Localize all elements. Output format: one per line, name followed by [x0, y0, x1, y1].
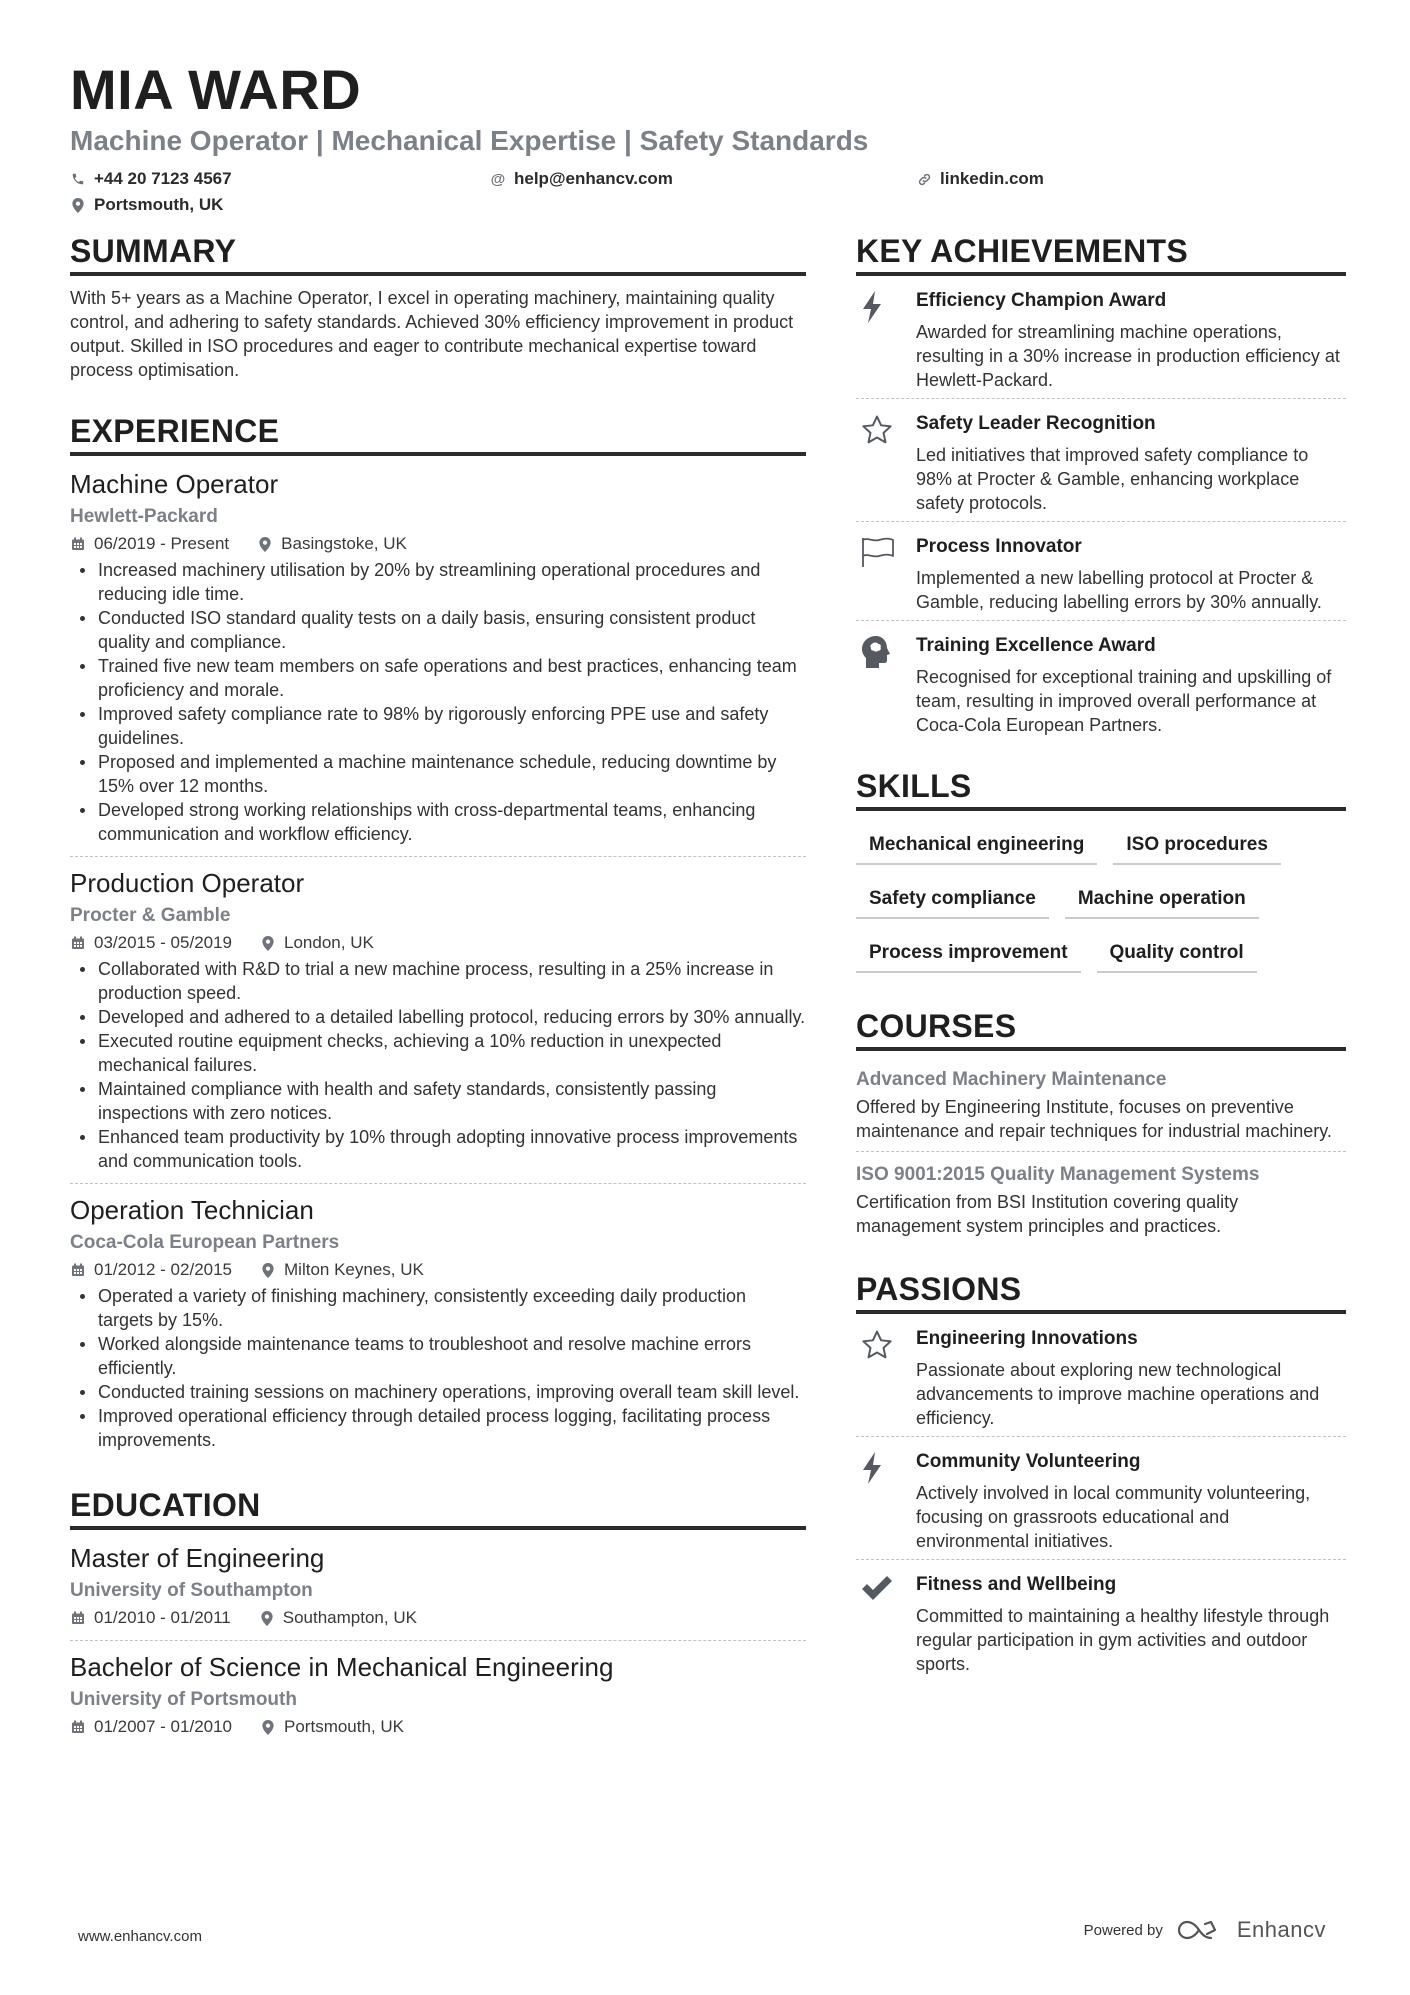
location-pin-icon	[260, 936, 276, 951]
achievement-description: Awarded for streamlining machine operations, resulting in a 30% increase in production efficiency at Hewlett-Packard.	[916, 322, 1340, 390]
achievement-body	[916, 534, 1346, 614]
skill-tag: ISO procedures	[1113, 827, 1281, 865]
courses-section	[856, 1007, 1346, 1246]
passion-body	[916, 1572, 1346, 1676]
passion-description: Actively involved in local community volunteering, focusing on grassroots educational and environmental initiatives.	[916, 1483, 1311, 1551]
passion-body	[916, 1449, 1346, 1553]
section-title: KEY ACHIEVEMENTS	[856, 232, 1346, 276]
achievement-title: Safety Leader Recognition	[916, 413, 1156, 434]
powered-by	[1084, 1917, 1326, 1943]
location	[260, 1258, 424, 1282]
enhancv-logo-icon	[1177, 1918, 1223, 1942]
job-bullet: Increased machinery utilisation by 20% by streamlining operational procedures and reducing idle time.	[70, 558, 806, 606]
contact-location	[70, 192, 223, 218]
calendar-icon	[70, 1611, 86, 1625]
passion	[856, 1314, 1346, 1436]
linkedin-text[interactable]: linkedin.com	[940, 169, 1044, 188]
section-title: SKILLS	[856, 767, 1346, 811]
date-range	[70, 1258, 232, 1282]
resume-header	[70, 58, 1346, 218]
section-title: EXPERIENCE	[70, 412, 806, 456]
flag-icon	[856, 534, 916, 614]
brand-name: Enhancv	[1236, 1917, 1326, 1942]
course-description: Offered by Engineering Institute, focuses on preventive maintenance and repair techniques for industrial machinery.	[856, 1097, 1332, 1141]
left-column	[70, 232, 806, 1773]
meta-row	[70, 532, 806, 556]
location-pin-icon	[260, 1720, 276, 1735]
date-range	[70, 1606, 231, 1630]
skill-tag: Quality control	[1097, 935, 1257, 973]
achievement	[856, 398, 1346, 521]
star-icon	[856, 411, 916, 515]
education-entry	[70, 1640, 806, 1749]
achievement-list	[856, 276, 1346, 743]
passions-section	[856, 1270, 1346, 1682]
section-title: SUMMARY	[70, 232, 806, 276]
achievement	[856, 521, 1346, 620]
passion-description: Passionate about exploring new technological advancements to improve machine operations and efficiency.	[916, 1360, 1320, 1428]
course-description: Certification from BSI Institution covering quality management system principles and practices.	[856, 1192, 1239, 1236]
summary-section	[70, 232, 806, 382]
check-icon	[856, 1572, 916, 1676]
course-entry	[856, 1151, 1346, 1246]
location-text: Basingstoke, UK	[281, 534, 407, 553]
skill-tag: Process improvement	[856, 935, 1081, 973]
location	[260, 1715, 404, 1739]
calendar-icon	[70, 1720, 86, 1734]
contact-email[interactable]	[490, 166, 916, 192]
date-text: 01/2012 - 02/2015	[94, 1260, 233, 1279]
job-bullet: Executed routine equipment checks, achieving a 10% reduction in unexpected mechanical failures.	[70, 1029, 806, 1077]
date-text: 01/2010 - 01/2011	[94, 1608, 231, 1627]
job-entry	[70, 1183, 806, 1462]
date-text: 06/2019 - Present	[94, 534, 230, 553]
job-title: Machine Operator	[70, 469, 279, 499]
passion-title: Engineering Innovations	[916, 1328, 1138, 1349]
candidate-name: MIA WARD	[70, 58, 362, 121]
job-bullet: Operated a variety of finishing machinery, consistently exceeding daily production targets by 15%.	[70, 1284, 806, 1332]
achievement-body	[916, 288, 1346, 392]
company-name: Procter & Gamble	[70, 905, 231, 926]
contact-phone	[70, 166, 490, 192]
education-entry	[70, 1540, 806, 1640]
achievement-title: Training Excellence Award	[916, 635, 1156, 656]
meta-row	[70, 1606, 806, 1630]
section-title: COURSES	[856, 1007, 1346, 1051]
skill-list	[856, 821, 1346, 989]
achievement	[856, 620, 1346, 743]
skill-tag: Mechanical engineering	[856, 827, 1097, 865]
location-pin-icon	[70, 198, 86, 213]
job-bullet: Improved operational efficiency through detailed process logging, facilitating process improvements.	[70, 1404, 806, 1452]
skill-tag: Machine operation	[1065, 881, 1259, 919]
achievement-description: Implemented a new labelling protocol at Procter & Gamble, reducing labelling errors by 30% annually.	[916, 568, 1322, 612]
meta-row	[70, 1715, 806, 1739]
skill-tag: Safety compliance	[856, 881, 1049, 919]
job-title: Operation Technician	[70, 1195, 314, 1225]
job-bullet: Maintained compliance with health and safety standards, consistently passing inspections with zero notices.	[70, 1077, 806, 1125]
course-title: Advanced Machinery Maintenance	[856, 1069, 1167, 1090]
meta-row	[70, 1258, 806, 1282]
summary-text: With 5+ years as a Machine Operator, I excel in operating machinery, maintaining quality control, and adhering to safety standards. Achieved 30% efficiency improvement in product output. Skilled in ISO procedures and eager to contribute mechanical expertise toward process optimisation.	[70, 288, 794, 380]
location-text: London, UK	[284, 933, 374, 952]
passion	[856, 1436, 1346, 1559]
achievement-body	[916, 633, 1346, 737]
company-name: Coca-Cola European Partners	[70, 1232, 340, 1253]
meta-row	[70, 931, 806, 955]
experience-section	[70, 412, 806, 1462]
location-text: Milton Keynes, UK	[284, 1260, 424, 1279]
achievement-description: Recognised for exceptional training and upskilling of team, resulting in improved overall performance at Coca-Cola European Partners.	[916, 667, 1332, 735]
link-icon	[916, 172, 932, 187]
location-pin-icon	[257, 537, 273, 552]
job-bullets	[70, 957, 806, 1173]
achievement-description: Led initiatives that improved safety compliance to 98% at Procter & Gamble, enhancing workplace safety protocols.	[916, 445, 1309, 513]
location	[260, 931, 374, 955]
location	[257, 532, 407, 556]
job-bullet: Developed strong working relationships with cross-departmental teams, enhancing communication and workflow efficiency.	[70, 798, 806, 846]
date-range	[70, 532, 229, 556]
job-bullet: Worked alongside maintenance teams to troubleshoot and resolve machine errors efficiently.	[70, 1332, 806, 1380]
job-entry	[70, 856, 806, 1183]
job-bullet: Conducted ISO standard quality tests on a daily basis, ensuring consistent product quality and compliance.	[70, 606, 806, 654]
date-range	[70, 1715, 232, 1739]
location-pin-icon	[260, 1263, 276, 1278]
contact-row	[70, 166, 1346, 192]
job-entry	[70, 466, 806, 856]
passion-title: Fitness and Wellbeing	[916, 1574, 1117, 1595]
section-title: PASSIONS	[856, 1270, 1346, 1314]
achievements-section	[856, 232, 1346, 743]
contact-linkedin[interactable]	[916, 166, 1044, 192]
degree-title: Master of Engineering	[70, 1543, 325, 1573]
head-icon	[856, 633, 916, 737]
skills-section	[856, 767, 1346, 989]
email-text[interactable]: help@enhancv.com	[514, 169, 673, 188]
school-name: University of Southampton	[70, 1580, 313, 1601]
bolt-icon	[856, 1449, 916, 1553]
location-text: Portsmouth, UK	[94, 195, 224, 214]
passion-body	[916, 1326, 1346, 1430]
date-text: 03/2015 - 05/2019	[94, 933, 233, 952]
passion-description: Committed to maintaining a healthy lifestyle through regular participation in gym activities and outdoor sports.	[916, 1606, 1330, 1674]
phone-text: +44 20 7123 4567	[94, 169, 232, 188]
job-list	[70, 466, 806, 1462]
job-bullet: Developed and adhered to a detailed labelling protocol, reducing errors by 30% annually.	[70, 1005, 806, 1029]
education-section	[70, 1486, 806, 1749]
school-name: University of Portsmouth	[70, 1689, 297, 1710]
at-icon: @	[490, 170, 506, 188]
bolt-icon	[856, 288, 916, 392]
passion-list	[856, 1314, 1346, 1682]
passion	[856, 1559, 1346, 1682]
star-icon	[856, 1326, 916, 1430]
job-bullet: Enhanced team productivity by 10% through adopting innovative process improvements and communication tools.	[70, 1125, 806, 1173]
contact-row-2	[70, 192, 1346, 218]
calendar-icon	[70, 537, 86, 551]
location-pin-icon	[259, 1611, 275, 1626]
powered-by-label: Powered by	[1083, 1921, 1163, 1939]
job-bullet: Proposed and implemented a machine maintenance schedule, reducing downtime by 15% over 12 months.	[70, 750, 806, 798]
calendar-icon	[70, 936, 86, 950]
footer-website[interactable]: www.enhancv.com	[78, 1928, 202, 1945]
course-title: ISO 9001:2015 Quality Management Systems	[856, 1164, 1260, 1185]
achievement	[856, 276, 1346, 398]
calendar-icon	[70, 1263, 86, 1277]
right-column	[856, 232, 1346, 1773]
job-title: Production Operator	[70, 868, 305, 898]
achievement-title: Efficiency Champion Award	[916, 290, 1167, 311]
section-title: EDUCATION	[70, 1486, 806, 1530]
resume-body	[70, 232, 1346, 1773]
phone-icon	[70, 172, 86, 186]
passion-title: Community Volunteering	[916, 1451, 1141, 1472]
location-text: Southampton, UK	[282, 1608, 417, 1627]
job-bullets	[70, 1284, 806, 1452]
achievement-body	[916, 411, 1346, 515]
job-bullet: Collaborated with R&D to trial a new machine process, resulting in a 25% increase in production speed.	[70, 957, 806, 1005]
degree-title: Bachelor of Science in Mechanical Engineering	[70, 1652, 614, 1682]
course-list	[856, 1061, 1346, 1246]
location-text: Portsmouth, UK	[284, 1717, 405, 1736]
candidate-headline: Machine Operator | Mechanical Expertise | Safety Standards	[70, 125, 869, 156]
course-entry	[856, 1061, 1346, 1151]
education-list	[70, 1540, 806, 1749]
job-bullet: Improved safety compliance rate to 98% by rigorously enforcing PPE use and safety guidelines.	[70, 702, 806, 750]
job-bullet: Conducted training sessions on machinery operations, improving overall team skill level.	[70, 1380, 806, 1404]
job-bullet: Trained five new team members on safe operations and best practices, enhancing team proficiency and morale.	[70, 654, 806, 702]
date-range	[70, 931, 232, 955]
achievement-title: Process Innovator	[916, 536, 1082, 557]
company-name: Hewlett-Packard	[70, 506, 218, 527]
location	[259, 1606, 417, 1630]
date-text: 01/2007 - 01/2010	[94, 1717, 233, 1736]
job-bullets	[70, 558, 806, 846]
